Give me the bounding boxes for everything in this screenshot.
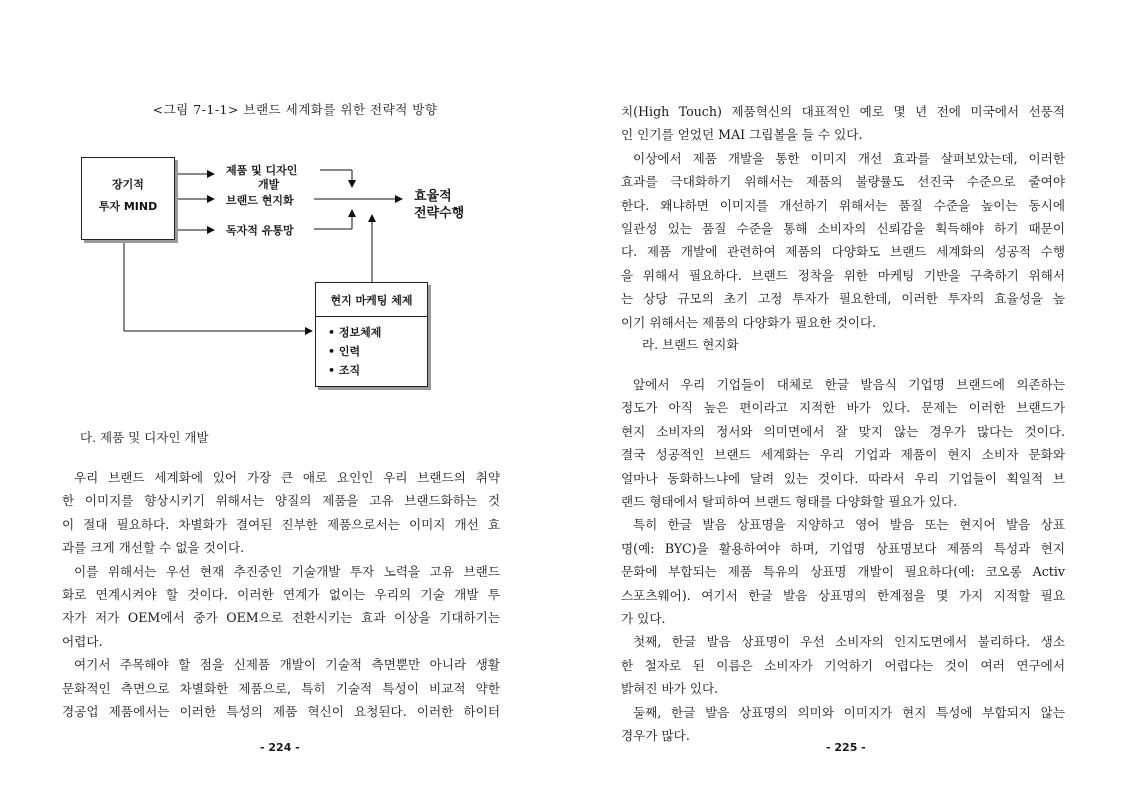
page-number-left: - 224 - [260,741,300,754]
right-b2-p2-l1: 특히 한글 발음 상표명을 지양하고 영어 발음 또는 현지어 발음 상표 [633,517,1065,533]
right-b2-p2-l2: 명(예: BYC)을 활용하여야 하며, 기업명 상표명보다 제품의 특성과 현지 [621,540,1065,556]
local-item-org-label: 조직 [338,364,361,377]
goal-strategy-execution: 전략수행 [414,206,465,221]
left-p3-l1: 여기서 주목해야 할 점을 신제품 개발이 기술적 측면뿐만 아니라 생활 [74,657,500,673]
right-b2-p1-l4: 결국 성공적인 브랜드 세계화는 우리 기업과 제품이 현지 소비자 문화와 [621,447,1065,463]
right-b2-p4-l2: 경우가 많다. [621,728,690,744]
left-p3-l2: 문화적인 측면으로 차별화한 제품으로, 특히 기술적 특성이 비교적 약한 [62,680,500,696]
right-b2-p2-l3: 문화에 부합되는 제품 특유의 상표명 개발이 필요하다(예: 코오롱 Activ [621,564,1065,580]
right-b2-p3-l1: 첫째, 한글 발음 상표명이 우선 소비자의 인지도면에서 불리하다. 생소 [633,634,1065,650]
left-p2-l3: 자가 저가 OEM에서 중가 OEM으로 전환시키는 효과 이상을 기대하기는 [62,610,500,626]
local-item-staff-label: 인력 [338,345,361,358]
right-b2-p1-l2: 정도가 아직 높은 편이라고 지적한 바가 있다. 문제는 이러한 브랜드가 [621,400,1065,416]
local-item-org [328,362,360,378]
branch-distribution: 독자적 유통망 [226,224,294,237]
investment-mind-label: 투자 MIND [98,200,158,213]
right-b2-p3-l2: 한 철자로 된 이름은 소비자가 기억하기 어렵다는 것이 여러 연구에서 [621,657,1065,673]
right-b2-p1-l1: 앞에서 우리 기업들이 대체로 한글 발음식 기업명 브랜드에 의존하는 [633,377,1065,392]
right-b2-p1-l5: 얼마나 동화하느냐에 달려 있는 것이다. 따라서 우리 기업들이 획일적 브 [621,470,1065,486]
local-box-divider [316,316,427,317]
left-p2-l4: 어렵다. [62,633,103,649]
right-b2-p2-l5: 가 있다. [621,611,666,627]
right-b1-p2-l7: 는 상당 규모의 초기 고정 투자가 필요한데, 이러한 투자의 효율성을 높 [621,291,1065,307]
left-p1-l3: 이 절대 필요하다. 차별화가 결여된 진부한 제품으로서는 이미지 개선 효 [62,516,500,532]
local-marketing-box [315,282,428,387]
strategy-diagram [0,0,562,420]
local-item-info [328,324,381,340]
bullet: • [328,345,336,358]
left-body-text [62,466,500,723]
right-b1-p2-l8: 이기 위해서는 제품의 다양화가 필요한 것이다. [621,314,877,330]
right-b2-p3-l3: 밝혀진 바가 있다. [621,681,719,697]
right-b2-p2-l4: 스포츠웨어). 여기서 한글 발음 상표명의 한계점을 몇 가지 지적할 필요 [621,587,1065,603]
branch-development: 개발 [258,178,280,191]
right-b1-p2-l5: 다. 제품 개발에 관련하여 제품의 다양화도 브랜드 세계화의 성공적 수행 [621,244,1065,260]
page-number-right: - 225 - [826,741,866,754]
right-b2-p1-l3: 현지 소비자의 정서와 의미면에서 잘 맞지 않는 경우가 많다는 것이다. [621,423,1065,439]
left-p1-l4: 과를 크게 개선할 수 없을 것이다. [62,540,245,556]
goal-efficient: 효율적 [414,189,452,204]
long-term-investment-box [81,157,175,240]
right-b2-p4-l1: 둘째, 한글 발음 상표명의 의미와 이미지가 현지 특성에 부합되지 않는 [633,704,1065,720]
section-heading-da: 다. 제품 및 디자인 개발 [80,430,209,445]
bullet: • [328,364,336,377]
right-b1-p1-l2: 인 인기를 얻었던 MAI 그립볼을 들 수 있다. [621,127,863,143]
section-heading-ra: 라. 브랜드 현지화 [642,337,739,352]
right-b2-p1-l6: 랜드 형태에서 탈피하여 브랜드 형태를 다양화할 필요가 있다. [621,494,958,510]
left-p1-l1: 우리 브랜드 세계화에 있어 가장 큰 애로 요인인 우리 브랜드의 취약 [74,470,500,485]
right-b1-p2-l6: 을 위해서 필요하다. 브랜드 정착을 위한 마케팅 기반을 구축하기 위해서 [621,267,1065,283]
branch-product-design: 제품 및 디자인 [226,164,298,177]
right-b1-p2-l3: 한다. 왜냐하면 이미지를 개선하기 위해서는 품질 수준을 높이는 동시에 [621,197,1065,213]
left-p2-l2: 화로 연계시켜야 할 것이다. 이러한 연계가 없이는 우리의 기술 개발 투 [62,587,500,603]
right-body-block1 [621,100,1065,334]
left-p2-l1: 이를 위해서는 우선 현재 추진중인 기술개발 투자 노력을 고유 브랜드 [74,563,500,579]
left-p3-l3: 경공업 제품에서는 이러한 특성의 제품 혁신이 요청된다. 이러한 하이터 [62,704,500,720]
local-marketing-title: 현지 마케팅 체제 [330,294,413,307]
local-item-staff [328,343,360,359]
left-p1-l2: 한 이미지를 향상시키기 위해서는 양질의 제품을 고유 브랜드화하는 것 [62,493,500,509]
right-body-block2 [621,373,1065,748]
right-b1-p2-l1: 이상에서 제품 개발을 통한 이미지 개선 효과를 살펴보았는데, 이러한 [633,150,1065,166]
right-b1-p2-l4: 일관성 있는 품질 수준을 통해 소비자의 신뢰감을 획득해야 하기 때문이 [621,221,1065,237]
right-b1-p1-l1: 치(High Touch) 제품혁신의 대표적인 예로 몇 년 전에 미국에서 선풍적 [621,104,1066,119]
local-item-info-label: 정보체제 [338,326,382,339]
left-page [0,0,562,792]
branch-brand-localization: 브랜드 현지화 [226,194,294,207]
figure-caption-text: <그림 7-1-1> 브랜드 세계화를 위한 전략적 방향 [152,102,438,117]
right-page [562,0,1125,792]
bullet: • [328,326,336,339]
long-term-label: 장기적 [112,178,144,191]
right-b1-p2-l2: 효과를 극대화하기 위해서는 제품의 불량률도 선진국 수준으로 줄여야 [621,174,1065,190]
